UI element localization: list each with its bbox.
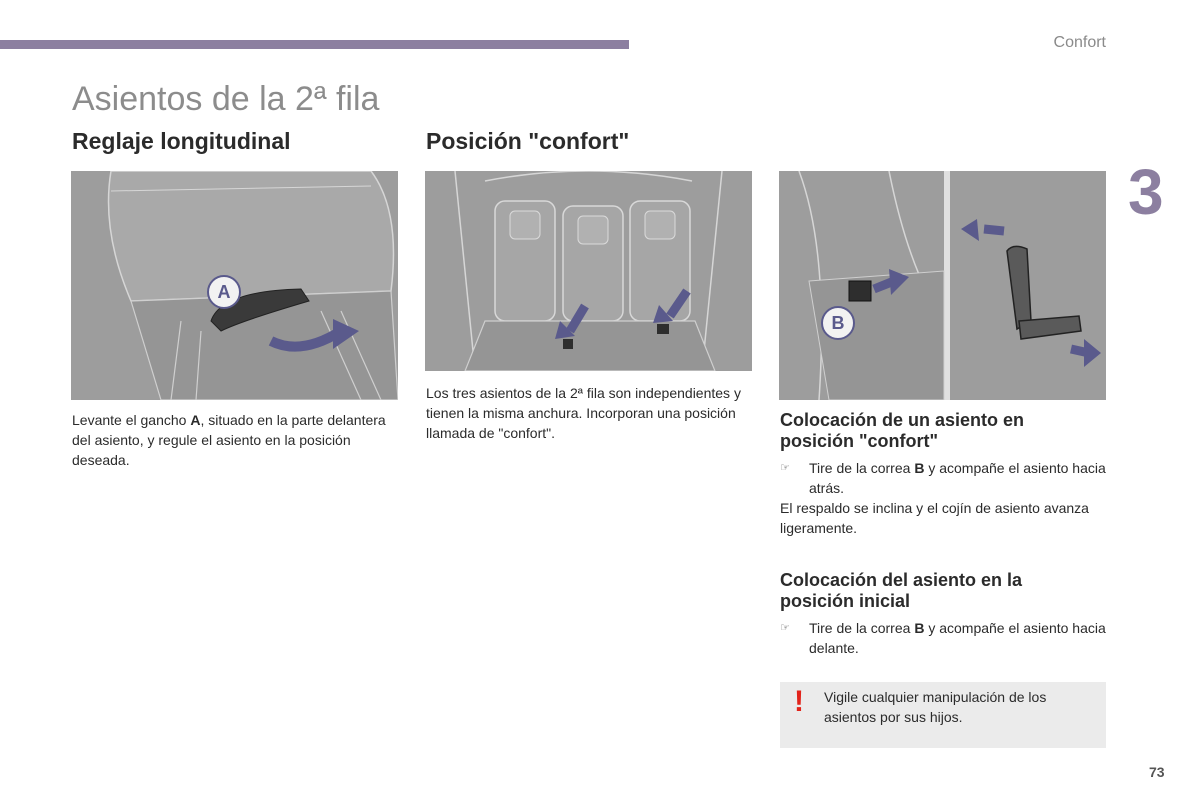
illustration-strap-b — [779, 171, 1106, 400]
bullet2-part1: Tire de la correa — [809, 620, 915, 636]
bullet-tire-delante-text — [780, 618, 1110, 658]
heading-colocacion-inicial: Colocación del asiento en la posición inicial — [780, 570, 1023, 611]
page-number: 73 — [1149, 764, 1165, 780]
bullet2-bold: B — [914, 620, 925, 636]
bullet1-bold: B — [914, 460, 925, 476]
illustration-rear-seats — [425, 171, 752, 371]
page-title: Asientos de la 2ª fila — [72, 80, 380, 118]
section-label: Confort — [1053, 34, 1106, 51]
heading-colocacion-confort: Colocación de un asiento en posición "confort" — [780, 410, 1025, 451]
bullet-tire-atras — [780, 458, 1110, 498]
heading-posicion-confort: Posición "confort" — [426, 128, 630, 154]
paragraph-reglaje-part2: , situado en la parte delantera del asiento, y regule el asiento en la posición deseada. — [72, 412, 386, 468]
paragraph-reglaje-bold: A — [190, 412, 201, 428]
illustration-seat-lever — [71, 171, 398, 400]
paragraph-reglaje — [72, 410, 398, 470]
bullet1-part2: y acompañe el asiento hacia atrás. — [809, 460, 1106, 496]
bullet2-part2: y acompañe el asiento hacia delante. — [809, 620, 1106, 656]
callout-a — [207, 275, 241, 309]
bullet-tire-atras-text — [780, 458, 1110, 498]
paragraph-reglaje-part1: Levante el gancho — [72, 412, 191, 428]
bullet-tire-delante — [780, 618, 1110, 658]
note-respaldo: El respaldo se inclina y el cojín de asiento avanza ligeramente. — [780, 500, 1089, 536]
callout-b — [821, 306, 855, 340]
heading-reglaje-longitudinal: Reglaje longitudinal — [72, 128, 291, 154]
bullet1-part1: Tire de la correa — [809, 460, 915, 476]
header-accent-bar — [0, 40, 629, 49]
pointing-hand-icon: ☞ — [780, 462, 790, 474]
chapter-number: 3 — [1128, 156, 1164, 228]
warning-box — [780, 682, 1106, 748]
warning-icon: ! — [794, 685, 804, 718]
warning-text: Vigile cualquier manipulación de los asientos por sus hijos. — [824, 689, 1047, 725]
callout-b-label: B — [831, 313, 845, 333]
pointing-hand-icon: ☞ — [780, 622, 790, 634]
callout-a-label: A — [217, 282, 231, 302]
paragraph-confort: Los tres asientos de la 2ª fila son independientes y tienen la misma anchura. Incorporan una posición llamada de "confort". — [426, 385, 741, 441]
